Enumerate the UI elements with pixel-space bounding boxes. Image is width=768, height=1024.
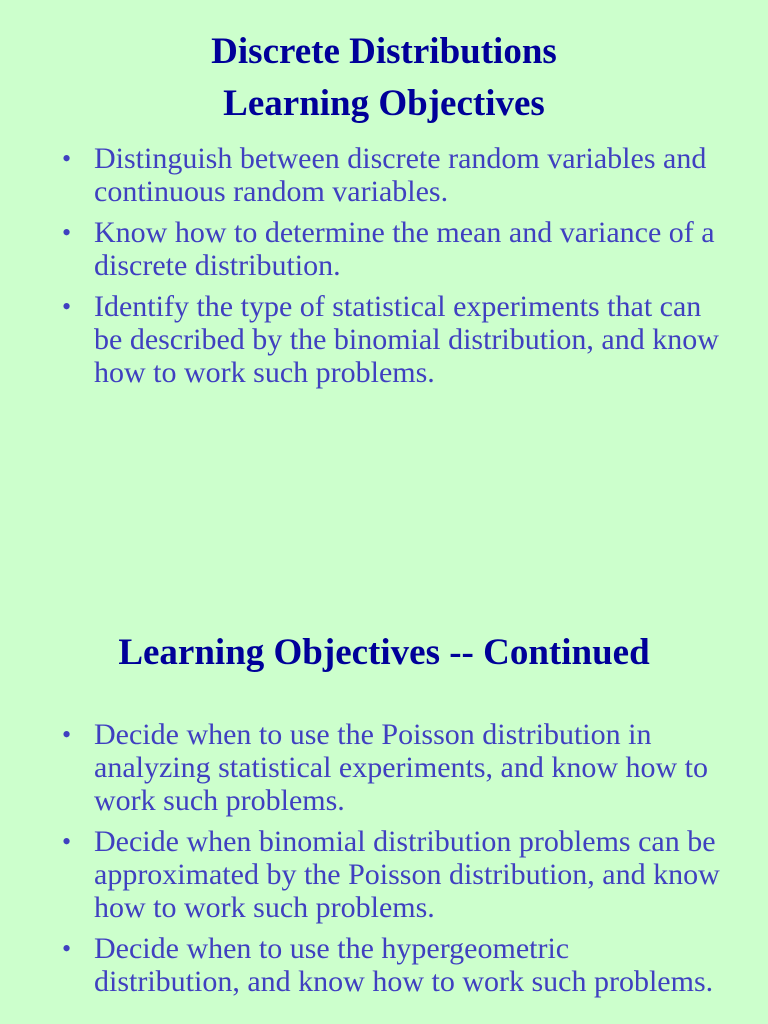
bullet-list <box>60 718 720 1006</box>
bullet-text: Identify the type of statistical experiments that can be described by the binomial distribution, and know how to work such problems. <box>94 290 719 389</box>
bullet-point-icon: • <box>62 934 72 963</box>
title-line-2: Learning Objectives <box>223 83 545 124</box>
bullet-text: Decide when to use the hypergeometric distribution, and know how to work such problems. <box>94 932 714 998</box>
bullet-text: Distinguish between discrete random variables and continuous random variables. <box>94 142 707 208</box>
bullet-list <box>60 142 720 397</box>
bullet-point-icon: • <box>62 144 72 173</box>
bullet-item <box>60 290 720 389</box>
bullet-item <box>60 825 720 924</box>
slide-title <box>0 26 768 130</box>
title-line-1: Discrete Distributions <box>211 31 557 72</box>
bullet-point-icon: • <box>62 827 72 856</box>
slide-2 <box>0 512 768 1024</box>
bullet-text: Know how to determine the mean and variance of a discrete distribution. <box>94 216 715 282</box>
bullet-item <box>60 216 720 282</box>
bullet-point-icon: • <box>62 720 72 749</box>
bullet-item <box>60 142 720 208</box>
title-line-1: Learning Objectives -- Continued <box>118 632 650 673</box>
bullet-text: Decide when binomial distribution problems can be approximated by the Poisson distribution, and know how to work such problems. <box>94 825 720 924</box>
slide-title <box>0 627 768 679</box>
bullet-item <box>60 718 720 817</box>
bullet-item <box>60 932 720 998</box>
bullet-text: Decide when to use the Poisson distribution in analyzing statistical experiments, and know how to work such problems. <box>94 718 709 817</box>
bullet-point-icon: • <box>62 292 72 321</box>
bullet-point-icon: • <box>62 218 72 247</box>
